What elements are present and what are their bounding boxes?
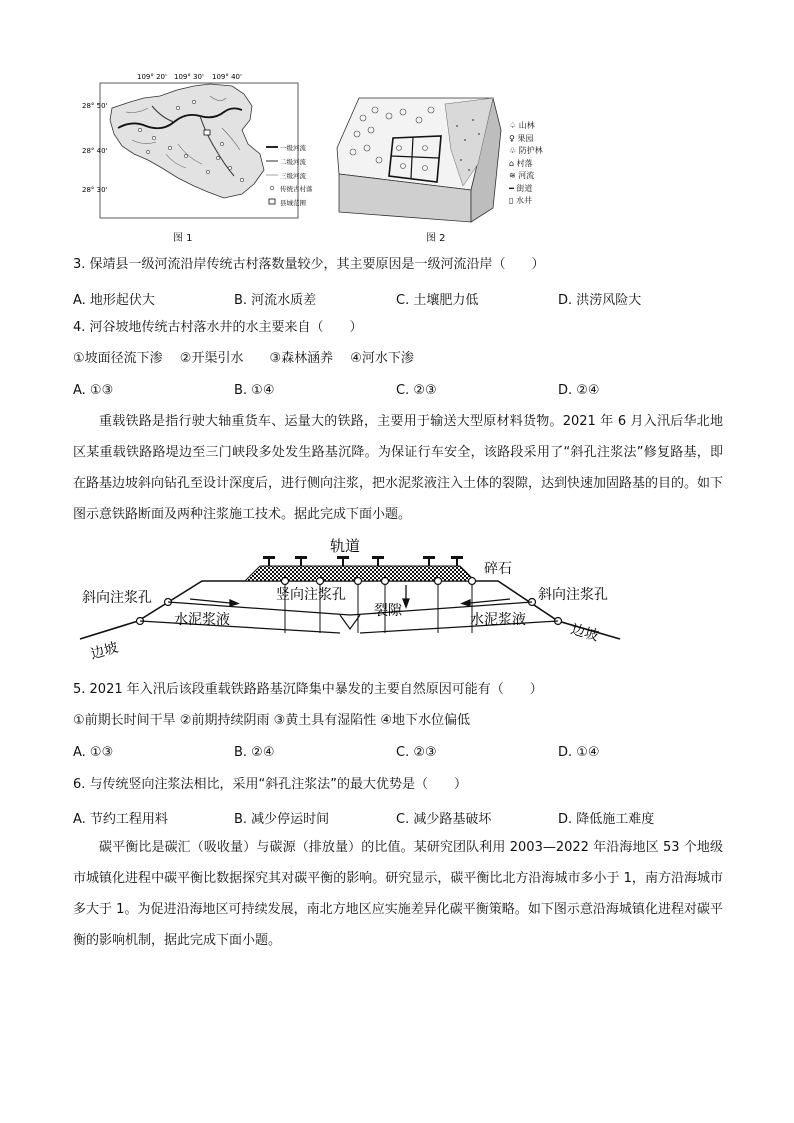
q3-stem: 3. 保靖县一级河流沿岸传统古村落数量较少，其主要原因是一级河流沿岸（ ） [73, 257, 545, 272]
q6-option-a: A. 节约工程用料 [73, 812, 168, 827]
legend-village: 传统古村落 [280, 185, 313, 193]
q5-option-d: D. ①④ [558, 745, 600, 760]
legend-shelterbelt: ♧ 防护林 [509, 146, 543, 155]
q3-option-b: B. 河流水质差 [234, 293, 317, 308]
passage-railway: 重载铁路是指行驶大轴重货车、运量大的铁路，主要用于输送大型原材料货物。2021 年 6 月入汛后华北地区某重载铁路路堤边至三门峡段多处发生路基沉降。为保证行车安全，该路段采用了“斜孔注浆法”修复路基，即在路基边坡斜向钻孔至设计深度后，进行侧向注浆，把水泥浆液注入土体的裂隙，达到快速加固路基的目的。如下图示意铁路断面及两种注浆施工技术。据此完成下面小题。 [73, 414, 724, 522]
legend-river: ≋ 河流 [509, 171, 535, 180]
legend-forest: ♤ 山林 [509, 121, 535, 130]
well-icon: ▯ [509, 196, 514, 205]
railway-section [80, 535, 620, 665]
house-icon: ⌂ [509, 158, 515, 168]
tree-icon: ♤ [509, 121, 517, 130]
lon-tick-2: 109° 30' [174, 73, 204, 81]
label-vertical-hole: 竖向注浆孔 [276, 587, 346, 603]
lat-tick-1: 28° 50' [82, 102, 108, 110]
q6-option-b: B. 减少停运时间 [234, 812, 330, 827]
map-figure [82, 68, 313, 233]
label-right-slurry: 水泥浆液 [470, 612, 526, 628]
q4-choices: ①坡面径流下渗 ②开渠引水 ③森林涵养 ④河水下渗 [73, 351, 414, 366]
lon-tick-3: 109° 40' [212, 73, 242, 81]
figure-1 [82, 68, 313, 233]
label-left-hole: 斜向注浆孔 [82, 590, 152, 606]
label-right-slope: 边坡 [568, 621, 601, 645]
q3-option-c: C. 土壤肥力低 [396, 293, 479, 308]
q4-option-b: B. ①④ [234, 383, 275, 398]
label-left-slurry: 水泥浆液 [174, 612, 230, 628]
passage-carbon: 碳平衡比是碳汇（吸收量）与碳源（排放量）的比值。某研究团队利用 2003—2022 年沿海地区 53 个地级市城镇化进程中碳平衡比数据探究其对碳平衡的影响。研究显示，碳平衡比北方沿海城市多小于 1，南方沿海城市多大于 1。为促进沿海地区可持续发展，南北方地区应实施差异化碳平衡策略。如下图示意沿海城镇化进程对碳平衡的影响机制，据此完成下面小题。 [73, 840, 723, 948]
legend-river-1: 一级河流 [280, 144, 306, 152]
figure-2-caption: 图 2 [426, 233, 446, 244]
lon-tick-1: 109° 20' [137, 73, 167, 81]
q5-stem: 5. 2021 年入汛后该段重载铁路路基沉降集中暴发的主要自然原因可能有（ ） [73, 682, 543, 697]
shelterbelt-icon: ♧ [509, 146, 517, 155]
figure-2-legend [509, 120, 543, 208]
label-gravel: 碎石 [484, 561, 512, 577]
q5-choices: ①前期长时间干旱 ②前期持续阴雨 ③黄土具有湿陷性 ④地下水位偏低 [73, 713, 471, 728]
legend-orchard: ♀ 果园 [509, 133, 534, 143]
legend-well: ▯ 水井 [509, 196, 532, 205]
q6-option-c: C. 减少路基破坏 [396, 812, 492, 827]
legend-river-2: 二级河流 [280, 158, 306, 166]
legend-street: ━ 街道 [509, 183, 533, 193]
label-right-hole: 斜向注浆孔 [538, 587, 608, 603]
lat-tick-3: 28° 30' [82, 186, 108, 194]
q6-option-d: D. 降低施工难度 [558, 812, 655, 827]
q5-option-a: A. ①③ [73, 745, 114, 760]
q4-stem: 4. 河谷坡地传统古村落水井的水主要来自（ ） [73, 320, 363, 335]
q4-option-a: A. ①③ [73, 383, 114, 398]
street-icon: ━ [509, 183, 514, 193]
q4-option-c: C. ②③ [396, 383, 437, 398]
label-crack: 裂隙 [374, 603, 402, 619]
q3-option-a: A. 地形起伏大 [73, 293, 155, 308]
q5-option-c: C. ②③ [396, 745, 437, 760]
q5-option-b: B. ②④ [234, 745, 275, 760]
railway-diagram [80, 535, 620, 665]
lat-tick-2: 28° 40' [82, 147, 108, 155]
river-icon: ≋ [509, 171, 516, 180]
label-track: 轨道 [330, 537, 361, 555]
q3-option-d: D. 洪涝风险大 [558, 293, 642, 308]
orchard-icon: ♀ [509, 133, 515, 143]
q4-option-d: D. ②④ [558, 383, 600, 398]
q6-stem: 6. 与传统竖向注浆法相比，采用“斜孔注浆法”的最大优势是（ ） [73, 777, 468, 792]
legend-river-3: 三级河流 [280, 172, 306, 180]
figure-1-caption: 图 1 [173, 233, 193, 244]
legend-village: ⌂ 村落 [509, 158, 533, 168]
label-left-slope: 边坡 [88, 639, 121, 663]
legend-county: 县城范围 [280, 199, 306, 207]
